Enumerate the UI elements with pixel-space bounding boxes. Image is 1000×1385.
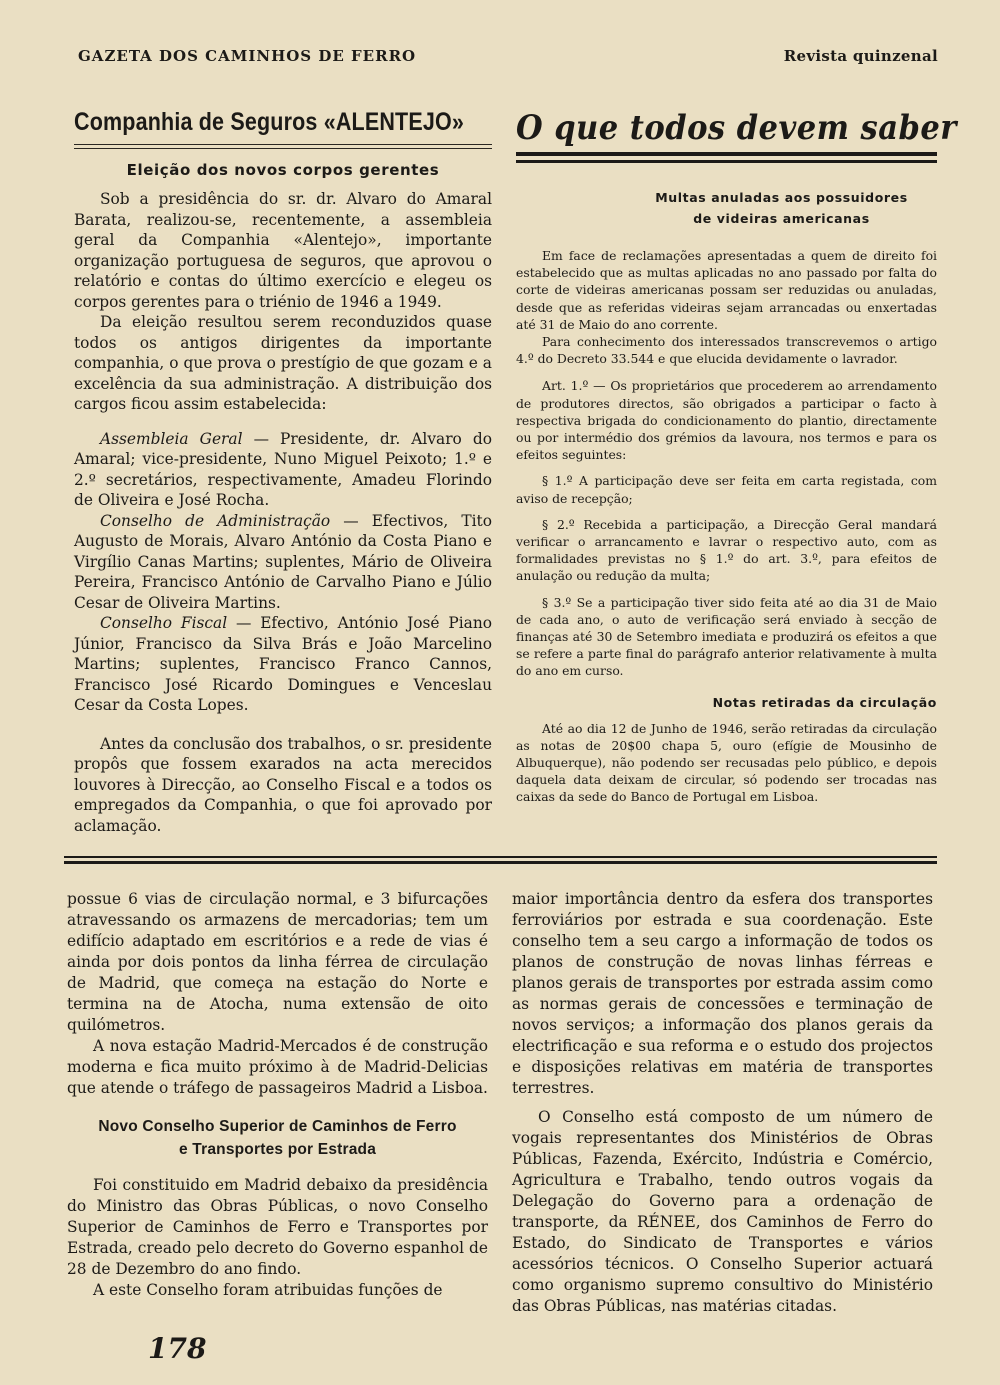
- officers-label: Conselho Fiscal: [100, 614, 228, 632]
- officers-label: Conselho de Administração: [100, 511, 331, 530]
- officers-text: — Efectivo, António José Piano Júnior, Francisco da Silva Brás e João Marcelino Martins; suplentes, Francisco Franco Cannos, Francisco José Ricardo Domingues e Venceslau Cesar da Costa Lopes.: [74, 614, 493, 714]
- article-title: Companhia de Seguros «ALENTEJO»: [74, 108, 465, 136]
- officers-text: — Presidente, dr. Alvaro do Amaral; vice-presidente, Nuno Miguel Peixoto; 1.º e 2.º secretários, respectivamente, Amadeu Florindo de Oliveira e José Rocha.: [74, 429, 492, 509]
- paragraph: Até ao dia 12 de Junho de 1946, serão retiradas da circulação as notas de 20$00 chapa 5, ouro (efígie de Mousinho de Albuquerque), não podendo ser recusadas pelo público, e depois daquela data deixam de circular, só podendo ser trocadas nas caixas da sede do Banco de Portugal em Lisboa.: [516, 720, 937, 805]
- lower-left-column: [67, 889, 488, 1301]
- title-rule-second: [74, 148, 492, 149]
- paragraph: Foi constituido em Madrid debaixo da presidência do Ministro das Obras Públicas, o novo Conselho Superior de Caminhos de Ferro e Transportes por Estrada, creado pelo decreto do Governo espanhol de 28 de Dezembro do ano findo.: [67, 1176, 488, 1278]
- article-saber: [516, 108, 957, 806]
- page-number: 178: [148, 1332, 207, 1365]
- article-alentejo: [74, 106, 492, 836]
- paragraph: maior importância dentro da esfera dos transportes ferroviários por estrada e sua coordenação. Este conselho tem a seu cargo a informação de todos os planos de construção de novas linhas férreas e planos gerais de transportes por estrada assim como as normas gerais de concessões e terminação de novos serviços; a informação dos planos gerais da electrificação e sua reforma e o estudo dos projectos e disposições relativas em matéria de transportes terrestres.: [512, 890, 933, 1097]
- title-rule: [74, 144, 492, 145]
- article-title: O que todos devem saber: [516, 108, 957, 148]
- paragraph: § 2.º Recebida a participação, a Direcção Geral mandará verificar o arrancamento e lavrar o respectivo auto, com as formalidades previstas no § 1.º do art. 3.º, para efeitos de anulação ou redução da multa;: [516, 516, 937, 584]
- publication-frequency: Revista quinzenal: [783, 47, 938, 65]
- subtitle-line: Multas anuladas aos possuidores: [655, 190, 908, 205]
- paragraph: possue 6 vias de circulação normal, e 3 bifurcações atravessando os armazens de mercadorias; tem um edifício adaptado em escritórios e a rede de vias é ainda por dois pontos da linha férrea de circulação de Madrid, que começa na estação do Norte e termina na de Atocha, numa extensão de oito quilómetros.: [67, 890, 488, 1034]
- paragraph: Em face de reclamações apresentadas a quem de direito foi estabelecido que as multas aplicadas no ano passado por falta do corte de videiras americanas possam ser reduzidas ou anuladas, desde que as referidas videiras sejam arrancadas ou enxertadas até 31 de Maio do ano corrente.: [516, 248, 937, 332]
- paragraph: § 1.º A participação deve ser feita em carta registada, com aviso de recepção;: [516, 473, 937, 506]
- title-double-rule: [516, 152, 937, 163]
- article-subtitle: Eleição dos novos corpos gerentes: [126, 161, 440, 179]
- section-subtitle: [67, 1115, 488, 1161]
- publication-title: GAZETA DOS CAMINHOS DE FERRO: [78, 47, 417, 65]
- section-subtitle: [516, 187, 937, 229]
- paragraph: O Conselho está composto de um número de vogais representantes dos Ministérios de Obras Públicas, Fazenda, Exército, Indústria e Comércio, Agricultura e Trabalho, tendo outros vogais da Delegação do Governo para a ordenação de transporte, da RÉNEE, dos Caminhos de Ferro do Estado, do Sindicato de Transportes e vários acessórios técnicos. O Conselho Superior actuará como organismo supremo consultivo do Ministério das Obras Públicas, nas matérias citadas.: [512, 1108, 933, 1315]
- officers-fiscal: [74, 613, 492, 716]
- subtitle-line: e Transportes por Estrada: [178, 1141, 377, 1158]
- section-divider: [64, 856, 937, 864]
- paragraph: A este Conselho foram atribuidas funções de: [93, 1281, 443, 1299]
- subtitle-line: Novo Conselho Superior de Caminhos de Ferro: [98, 1118, 457, 1135]
- officers-assembleia: [74, 429, 492, 511]
- paragraph: Art. 1.º — Os proprietários que procederem ao arrendamento de produtores directos, são obrigados a participar o facto à respectiva brigada do condicionamento do plantio, directamente ou por intermédio dos grémios da lavoura, nos termos e para os efeitos seguintes:: [516, 378, 937, 463]
- paragraph: Da eleição resultou serem reconduzidos quase todos os antigos dirigentes da importante companhia, o que prova o prestígio de que gozam e a excelência da sua administração. A distribuição dos cargos ficou assim estabelecida:: [74, 313, 492, 413]
- paragraph: § 3.º Se a participação tiver sido feita até ao dia 31 de Maio de cada ano, o auto de verificação será enviado à secção de finanças até 30 de Setembro imediata e produzirá os efeitos a que se refere a parte final do parágrafo anterior relativamente à multa do ano em curso.: [516, 594, 937, 679]
- section-subtitle: Notas retiradas da circulação: [712, 694, 937, 710]
- officers-administracao: [74, 511, 492, 614]
- paragraph: A nova estação Madrid-Mercados é de construção moderna e fica muito próximo à de Madrid-Delicias que atende o tráfego de passageiros Madrid a Lisboa.: [67, 1037, 488, 1097]
- subtitle-line: de videiras americanas: [693, 211, 870, 226]
- officers-text: — Efectivos, Tito Augusto de Morais, Alvaro António da Costa Piano e Virgílio Canas Martins; suplentes, Mário de Oliveira Pereira, Francisco António de Carvalho Piano e Júlio Cesar de Oliveira Martins.: [74, 511, 492, 612]
- officers-label: Assembleia Geral: [100, 429, 243, 448]
- paragraph: Para conhecimento dos interessados transcrevemos o artigo 4.º do Decreto 33.544 e que elucida devidamente o lavrador.: [516, 334, 937, 367]
- lower-right-column: [512, 889, 933, 1317]
- paragraph: Antes da conclusão dos trabalhos, o sr. presidente propôs que fossem exarados na acta merecidos louvores à Direcção, ao Conselho Fiscal e a todos os empregados da Companhia, o que foi aprovado por aclamação.: [74, 734, 492, 835]
- paragraph: Sob a presidência do sr. dr. Alvaro do Amaral Barata, realizou-se, recentemente, a assembleia geral da Companhia «Alentejo», importante organização portuguesa de seguros, que aprovou o relatório e contas do último exercício e elegeu os corpos gerentes para o triénio de 1946 a 1949.: [74, 190, 492, 311]
- running-head: [78, 47, 938, 69]
